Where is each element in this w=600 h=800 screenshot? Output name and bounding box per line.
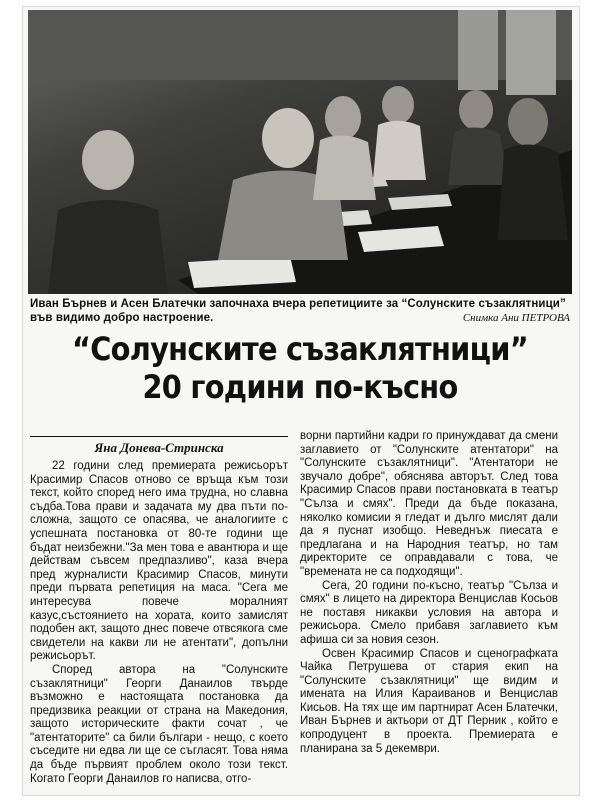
article-paragraph: Според автора на "Солунските съзаклятници" Георги Данаилов твърде възможно е настоящата постановка да предизвика реакции от страна на Македония, защото историческите факти сочат , че "атентаторите" са били българи - нещо, с което съседите ни едва ли ще се съгласят. Това няма да бъде първият проблем около този текст. Когато Георги Данаилов го написва, отго- — [30, 663, 288, 785]
photo-caption: Иван Бърнев и Асен Блатечки започнаха вчера репетициите за “Солунските съзаклятници” във видимо добро настроение. — [30, 298, 566, 324]
headline-line-2: 20 години по-късно — [142, 368, 458, 406]
rehearsal-photo — [28, 10, 572, 294]
photo-credit: Снимка Ани ПЕТРОВА — [462, 312, 570, 324]
person-body — [48, 200, 168, 294]
window-right — [506, 10, 556, 95]
article-paragraph: Освен Красимир Спасов и сценографката Чайка Петрушева от стария екип на "Солунските съзаклятници" ще видим и имената на Илия Караиванов и Венцислав Кисьов. На тях ще им партнират Асен Блатечки, Иван Бърнев и актьори от ДТ Перник , който е копродуцент в проекта. Премиерата е планирана за 5 декември. — [300, 647, 558, 755]
person-body — [498, 144, 568, 240]
person-body — [313, 135, 376, 200]
article-paragraph: Сега, 20 години по-късно, театър "Сълза и смях" в лицето на директора Венцислав Косьов не поставя никакви условия на автора и режисьора. Смело прибавя заглавието към афиша си за новия сезон. — [300, 579, 558, 646]
window-left — [458, 10, 498, 90]
article-author: Яна Донева-Стринска — [94, 440, 224, 455]
article-headline — [53, 330, 546, 406]
headline-line-1: “Солунските съзаклятници” — [72, 330, 528, 368]
person-head — [382, 86, 414, 124]
person-head — [82, 130, 134, 190]
article-column-left — [30, 460, 288, 786]
person-head — [262, 108, 314, 168]
rehearsal-photo-drawing — [28, 10, 572, 294]
person-body — [448, 127, 508, 185]
article-paragraph: ворни партийни кадри го принуждават да смени заглавието от "Солунските атентатори" на "Солунските съзаклятници". "Атентатори не звучало добре", обяснява авторът. След това Красимир Спасов прави постановката в театър "Сълза и смях". Преди да бъде показана, няколко комисии я гледат и дълго мислят дали да я пуснат изобщо. Неведнъж пиесата е предлагана и на Народния театър, но там директорите се оправдавали с това, че "времената не са подходящи". — [300, 430, 558, 578]
person-body — [373, 121, 426, 180]
person-head — [508, 98, 548, 146]
article-column-right — [300, 430, 558, 756]
person-head — [325, 96, 361, 140]
article-paragraph: 22 години след премиерата режисьорът Красимир Спасов отново се връща към този текст, който според него има трудна, но славна съдба.Това прави и задачата му два пъти по-сложна, защото се опасява, че аналогиите с успешната постановка от 80-те години ще бъдат неизбежни."За мен това е авантюра и ще действам съвсем предпазливо", каза вчера пред журналисти Красимир Спасов, минути преди първата репетиция на маса. "Сега ме интересува повече моралният казус,състоянието на хората, които замислят подобен акт, защото днес повече отвсякога сме свидетели на какви ли не атентати", допълни режисьорът. — [30, 460, 288, 663]
person-head — [459, 90, 493, 130]
author-rule — [30, 436, 288, 437]
